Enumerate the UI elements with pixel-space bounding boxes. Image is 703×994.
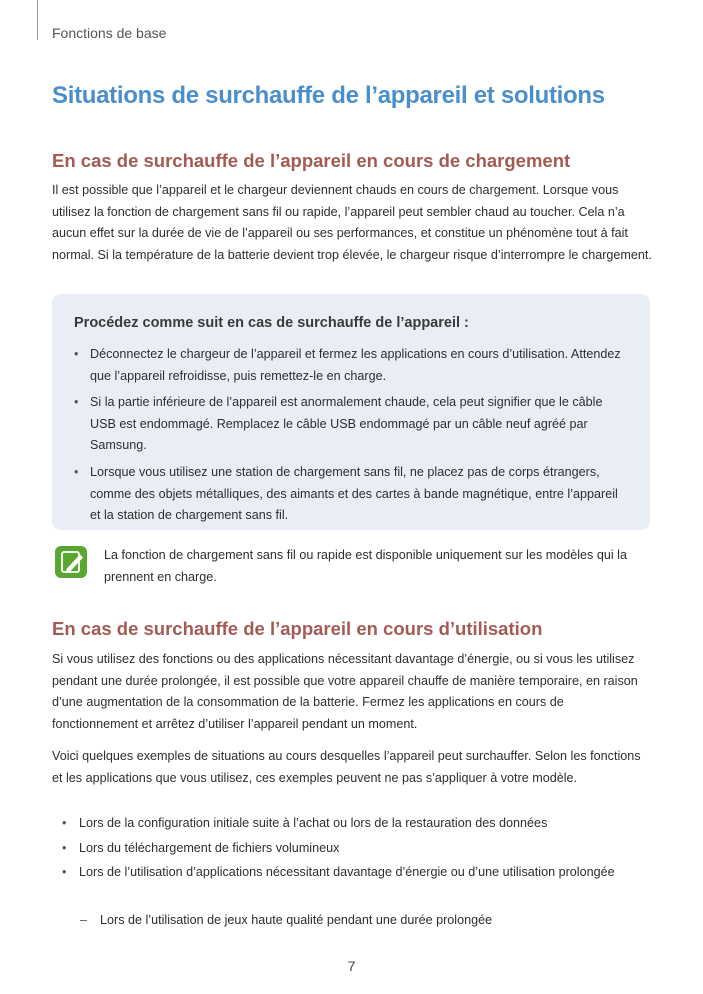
advice-box-title: Procédez comme suit en cas de surchauffe de l’appareil : [74,315,469,331]
header-divider [37,0,38,40]
bullet-icon: • [62,865,67,880]
advice-item [74,462,626,527]
note-pencil-icon [55,546,87,578]
advice-item [74,344,626,387]
example-item [62,813,622,835]
dash-icon: – [80,913,88,927]
example-item-text: Lors de la configuration initiale suite à l’achat ou lors de la restauration des données [79,816,548,830]
bullet-icon: • [74,395,79,410]
advice-item-text: Lorsque vous utilisez une station de chargement sans fil, ne placez pas de corps étrangers, comme des objets métalliques, des aimants et des cartes à bande magnétique, entre l’appareil et la station de chargement sans fil. [90,464,618,523]
charging-paragraph: Il est possible que l’appareil et le chargeur deviennent chauds en cours de chargement. Lorsque vous utilisez la fonction de chargement sans fil ou rapide, l’appareil peut sembler chaud au toucher. Cela n’a aucun effet sur la durée de vie de l’appareil ou ses performances, et constitue un phénomène tout à fait normal. Si la température de la batterie devient trop élevée, le chargeur risque d’interrompre le chargement. [52,183,652,262]
bullet-icon: • [74,464,79,479]
page-number: 7 [347,958,356,974]
usage-paragraph-1: Si vous utilisez des fonctions ou des applications nécessitant davantage d’énergie, ou si vous les utilisez pendant une durée prolongée, il est possible que votre appareil chauffe de manière temporaire, en raison d’une augmentation de la consommation de la batterie. Fermez les applications en cours de fonctionnement et arrêtez d’utiliser l’appareil pendant un moment. [52,652,638,731]
bullet-icon: • [62,816,67,830]
page-title: Situations de surchauffe de l’appareil et solutions [52,82,605,109]
charging-heading: En cas de surchauffe de l’appareil en cours de chargement [52,150,571,171]
advice-box [52,294,650,530]
example-sub-item [80,910,660,932]
example-list [62,813,622,887]
usage-paragraph-2: Voici quelques exemples de situations au cours desquelles l’appareil peut surchauffer. Selon les fonctions et les applications que vous utilisez, ces exemples peuvent ne pas s’appliquer à votre modèle. [52,749,641,785]
example-item [62,838,622,860]
advice-item [74,392,626,457]
example-item-text: Lors du téléchargement de fichiers volumineux [79,840,340,855]
advice-list [74,344,626,532]
example-item [62,862,622,884]
note-text: La fonction de chargement sans fil ou rapide est disponible uniquement sur les modèles qui la prennent en charge. [104,548,627,584]
example-sub-item-text: Lors de l’utilisation de jeux haute qualité pendant une durée prolongée [100,913,493,927]
example-item-text: Lors de l’utilisation d’applications nécessitant davantage d’énergie ou d’une utilisation prolongée [79,865,615,880]
advice-item-text: Si la partie inférieure de l’appareil est anormalement chaude, cela peut signifier que le câble USB est endommagé. Remplacez le câble USB endommagé par un câble neuf agréé par Samsung. [90,395,603,453]
advice-item-text: Déconnectez le chargeur de l’appareil et fermez les applications en cours d’utilisation. Attendez que l’appareil refroidisse, puis remettez-le en charge. [90,347,621,383]
bullet-icon: • [62,840,67,855]
section-label: Fonctions de base [52,25,167,41]
bullet-icon: • [74,347,79,361]
usage-heading: En cas de surchauffe de l’appareil en cours d’utilisation [52,618,543,639]
